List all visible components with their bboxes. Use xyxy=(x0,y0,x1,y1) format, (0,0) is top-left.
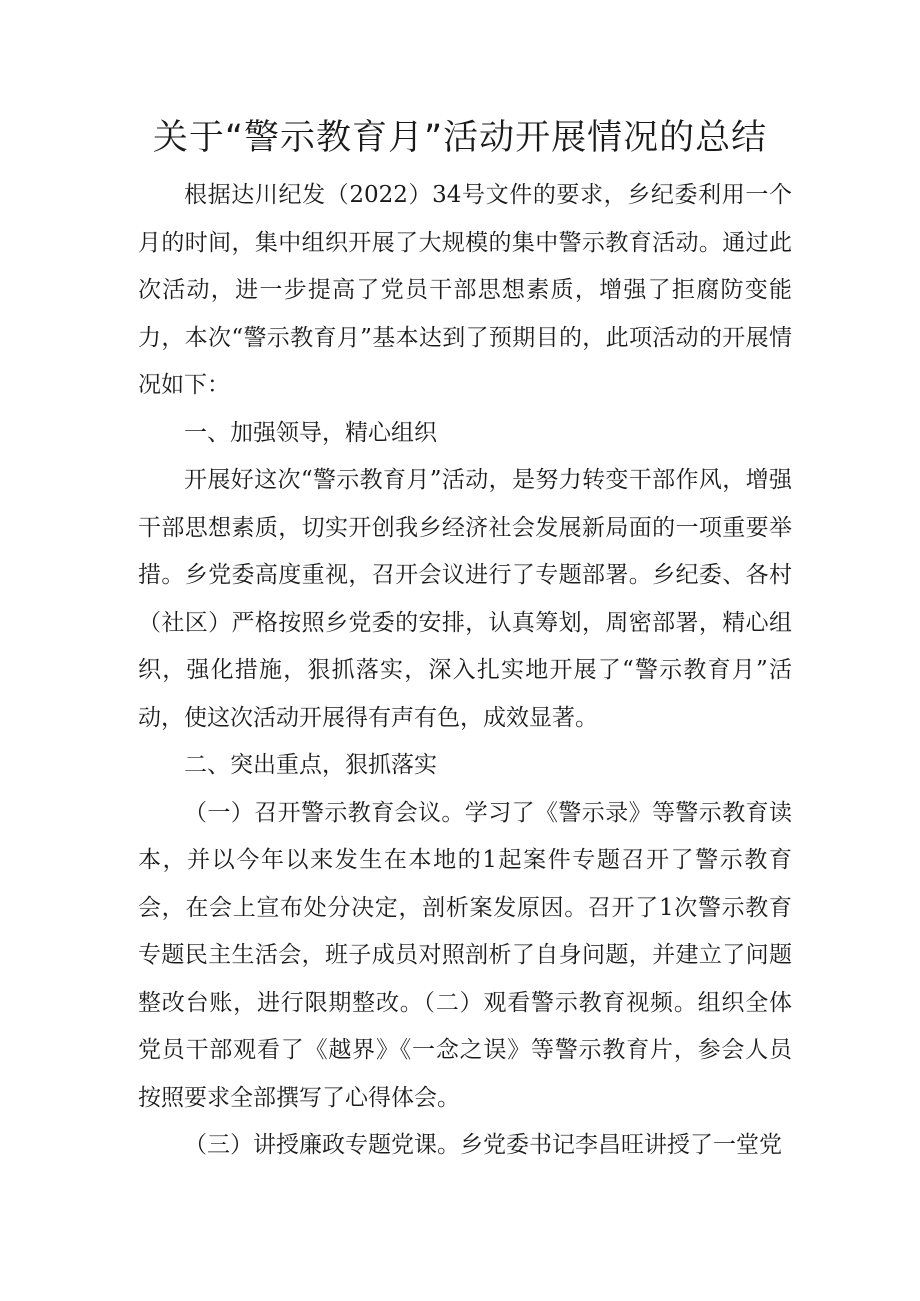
section-heading-1: 一、加强领导，精心组织 xyxy=(184,419,437,446)
section-heading-2: 二、突出重点，狠抓落实 xyxy=(184,752,437,778)
document-title: 关于“警示教育月”活动开展情况的总结 xyxy=(152,118,768,158)
section-2-item-3-paragraph: （三）讲授廉政专题党课。乡党委书记李昌旺讲授了一堂党 xyxy=(184,1132,782,1158)
section-1-paragraph: 开展好这次“警示教育月”活动，是努力转变干部作风，增强干部思想素质，切实开创我乡经济社会发展新局面的一项重要举措。乡党委高度重视，召开会议进行了专题部署。乡纪委、各村（社区）严格按照乡党委的安排，认真筹划，周密部署，精心组织，强化措施，狠抓落实，深入扎实地开展了“警示教育月”活动，使这次活动开展得有声有色，成效显著。 xyxy=(138,467,792,731)
intro-paragraph: 根据达川纪发（2022）34号文件的要求，乡纪委利用一个月的时间，集中组织开展了大规模的集中警示教育活动。通过此次活动，进一步提高了党员干部思想素质，增强了拒腐防变能力，本次“警示教育月”基本达到了预期目的，此项活动的开展情况如下： xyxy=(138,182,792,398)
document-body xyxy=(138,172,792,1170)
section-2-paragraph: （一）召开警示教育会议。学习了《警示录》等警示教育读本，并以今年以来发生在本地的1起案件专题召开了警示教育会，在会上宣布处分决定，剖析案发原因。召开了1次警示教育专题民主生活会，班子成员对照剖析了自身问题，并建立了问题整改台账，进行限期整改。（二）观看警示教育视频。组织全体党员干部观看了《越界》《一念之误》等警示教育片，参会人员按照要求全部撰写了心得体会。 xyxy=(138,799,792,1111)
